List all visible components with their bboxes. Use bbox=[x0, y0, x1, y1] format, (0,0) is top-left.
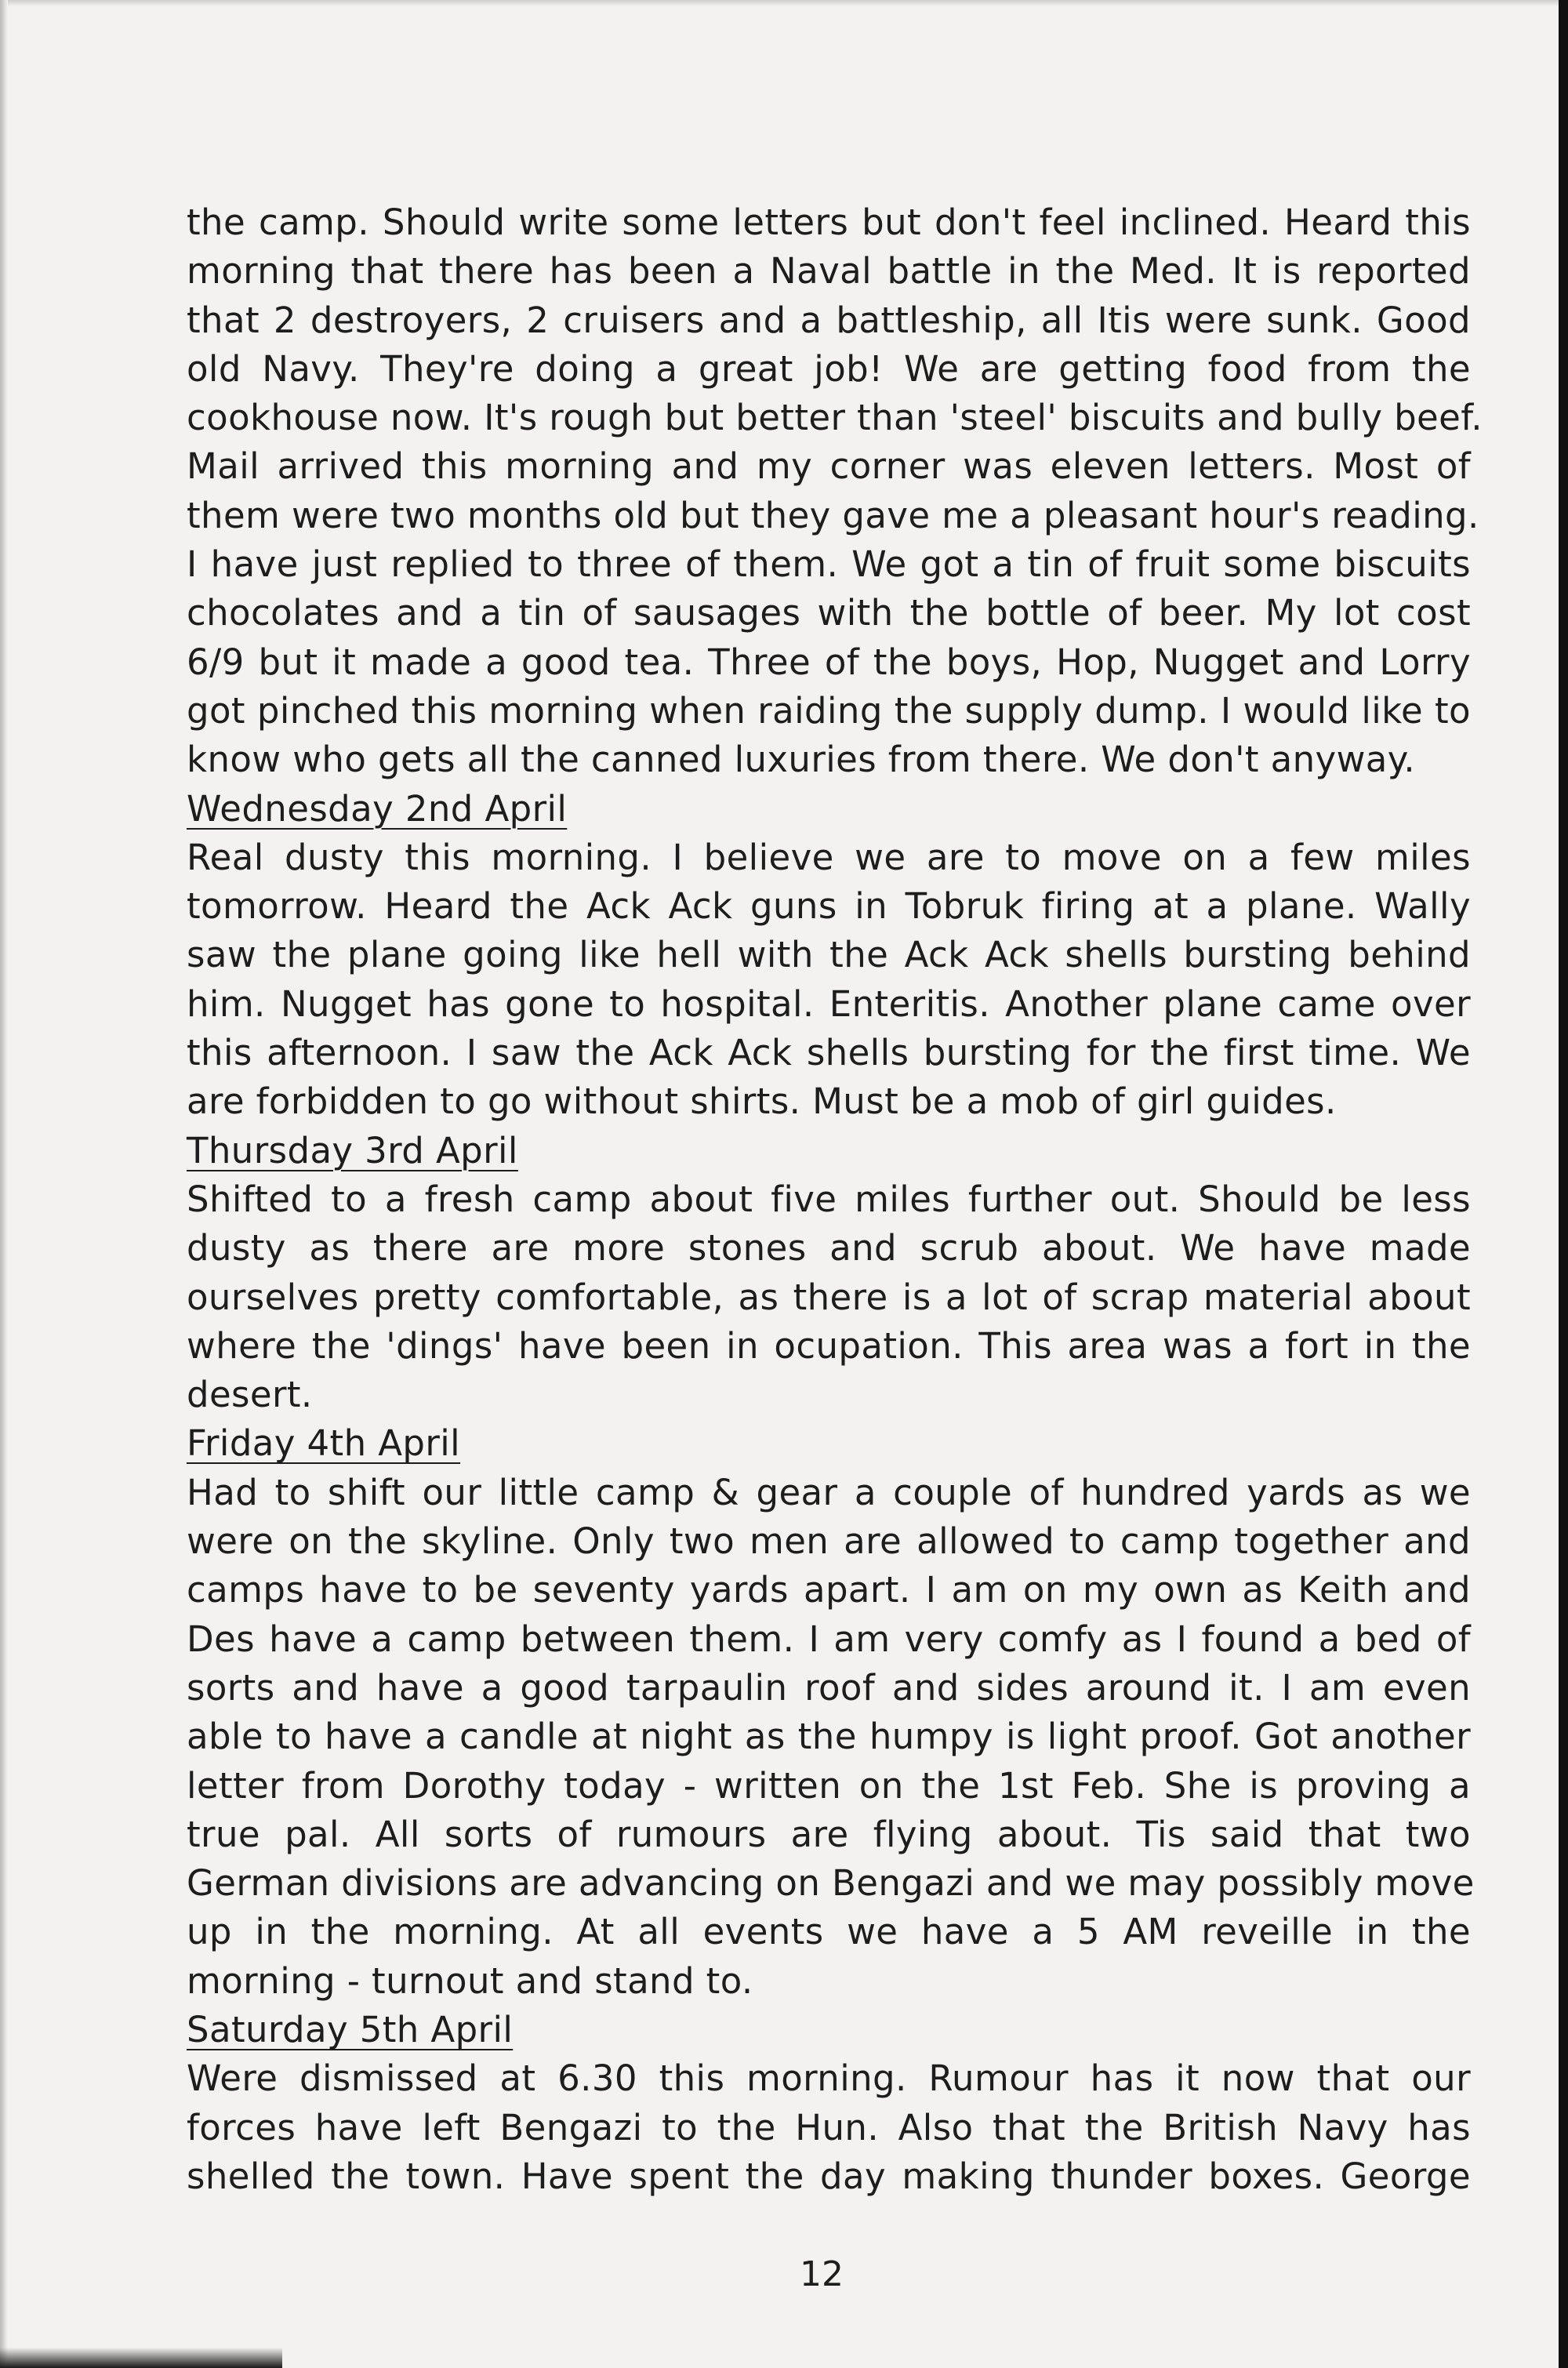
diary-text bbox=[187, 198, 1483, 2201]
diary-entry-continued bbox=[187, 198, 1483, 785]
text-line: cookhouse now. It's rough but better than 'steel' biscuits and bully beef. bbox=[187, 397, 1483, 439]
entry-date-text: Wednesday 2nd April bbox=[187, 787, 568, 830]
text-line: desert. bbox=[187, 1374, 313, 1416]
diary-entry-wednesday bbox=[187, 785, 1471, 1127]
text-line: saw the plane going like hell with the Ack Ack shells bursting behind bbox=[187, 934, 1471, 976]
text-line: Had to shift our little camp & gear a couple of hundred yards as we bbox=[187, 1471, 1471, 1513]
text-line: are forbidden to go without shirts. Must be a mob of girl guides. bbox=[187, 1080, 1337, 1123]
text-line: tomorrow. Heard the Ack Ack guns in Tobruk firing at a plane. Wally bbox=[187, 885, 1471, 928]
text-line: Mail arrived this morning and my corner was eleven letters. Most of bbox=[187, 445, 1471, 488]
page-number: 12 bbox=[800, 2254, 844, 2294]
entry-date-heading bbox=[187, 2006, 1471, 2054]
text-line: camps have to be seventy yards apart. I am on my own as Keith and bbox=[187, 1569, 1471, 1611]
entry-date-heading bbox=[187, 1127, 1471, 1175]
entry-date-text: Thursday 3rd April bbox=[187, 1129, 518, 1171]
page-bottom-edge bbox=[0, 2348, 282, 2368]
text-line: forces have left Bengazi to the Hun. Also that the British Navy has bbox=[187, 2106, 1471, 2148]
text-line: them were two months old but they gave me a pleasant hour's reading. bbox=[187, 494, 1479, 536]
text-line: letter from Dorothy today - written on the 1st Feb. She is proving a bbox=[187, 1764, 1471, 1807]
entry-date-text: Friday 4th April bbox=[187, 1422, 461, 1465]
text-line: this afternoon. I saw the Ack Ack shells bursting for the first time. We bbox=[187, 1032, 1471, 1074]
text-line: Des have a camp between them. I am very comfy as I found a bed of bbox=[187, 1618, 1471, 1660]
text-line: Shifted to a fresh camp about five miles further out. Should be less bbox=[187, 1178, 1471, 1220]
text-line: were on the skyline. Only two men are allowed to camp together and bbox=[187, 1520, 1471, 1563]
text-line: where the 'dings' have been in ocupation. This area was a fort in the bbox=[187, 1324, 1471, 1367]
text-line: chocolates and a tin of sausages with the bottle of beer. My lot cost bbox=[187, 592, 1471, 634]
text-line: that 2 destroyers, 2 cruisers and a battleship, all Itis were sunk. Good bbox=[187, 299, 1471, 341]
text-line: able to have a candle at night as the humpy is light proof. Got another bbox=[187, 1716, 1471, 1758]
text-line: know who gets all the canned luxuries from there. We don't anyway. bbox=[187, 739, 1416, 781]
diary-entry-saturday bbox=[187, 2006, 1471, 2201]
text-line: 6/9 but it made a good tea. Three of the boys, Hop, Nugget and Lorry bbox=[187, 641, 1471, 683]
page-gutter-shadow bbox=[0, 0, 8, 2368]
diary-entry-friday bbox=[187, 1419, 1475, 2006]
entry-date-heading bbox=[187, 1419, 1471, 1468]
text-line: got pinched this morning when raiding the supply dump. I would like to bbox=[187, 689, 1471, 732]
text-line: Real dusty this morning. I believe we are to move on a few miles bbox=[187, 836, 1471, 878]
text-line: morning - turnout and stand to. bbox=[187, 1959, 753, 2002]
text-line: sorts and have a good tarpaulin roof and sides around it. I am even bbox=[187, 1666, 1471, 1709]
text-line: Were dismissed at 6.30 this morning. Rumour has it now that our bbox=[187, 2057, 1471, 2100]
entry-date-text: Saturday 5th April bbox=[187, 2008, 514, 2050]
text-line: German divisions are advancing on Bengazi and we may possibly move bbox=[187, 1862, 1475, 1905]
text-line: dusty as there are more stones and scrub about. We have made bbox=[187, 1227, 1471, 1269]
text-line: up in the morning. At all events we have a 5 AM reveille in the bbox=[187, 1911, 1471, 1953]
text-line: him. Nugget has gone to hospital. Enteritis. Another plane came over bbox=[187, 982, 1471, 1025]
text-line: old Navy. They're doing a great job! We are getting food from the bbox=[187, 347, 1471, 390]
text-line: the camp. Should write some letters but don't feel inclined. Heard this bbox=[187, 202, 1471, 243]
text-line: morning that there has been a Naval battle in the Med. It is reported bbox=[187, 250, 1471, 292]
text-line: shelled the town. Have spent the day making thunder boxes. George bbox=[187, 2155, 1471, 2197]
entry-date-heading bbox=[187, 785, 1471, 834]
diary-entry-thursday bbox=[187, 1127, 1471, 1420]
book-spine-edge bbox=[1559, 0, 1568, 2368]
text-line: ourselves pretty comfortable, as there is a lot of scrap material about bbox=[187, 1276, 1471, 1318]
text-line: true pal. All sorts of rumours are flying about. Tis said that two bbox=[187, 1813, 1471, 1855]
text-line: I have just replied to three of them. We got a tin of fruit some biscuits bbox=[187, 543, 1471, 586]
page-top-shadow bbox=[0, 0, 1568, 6]
